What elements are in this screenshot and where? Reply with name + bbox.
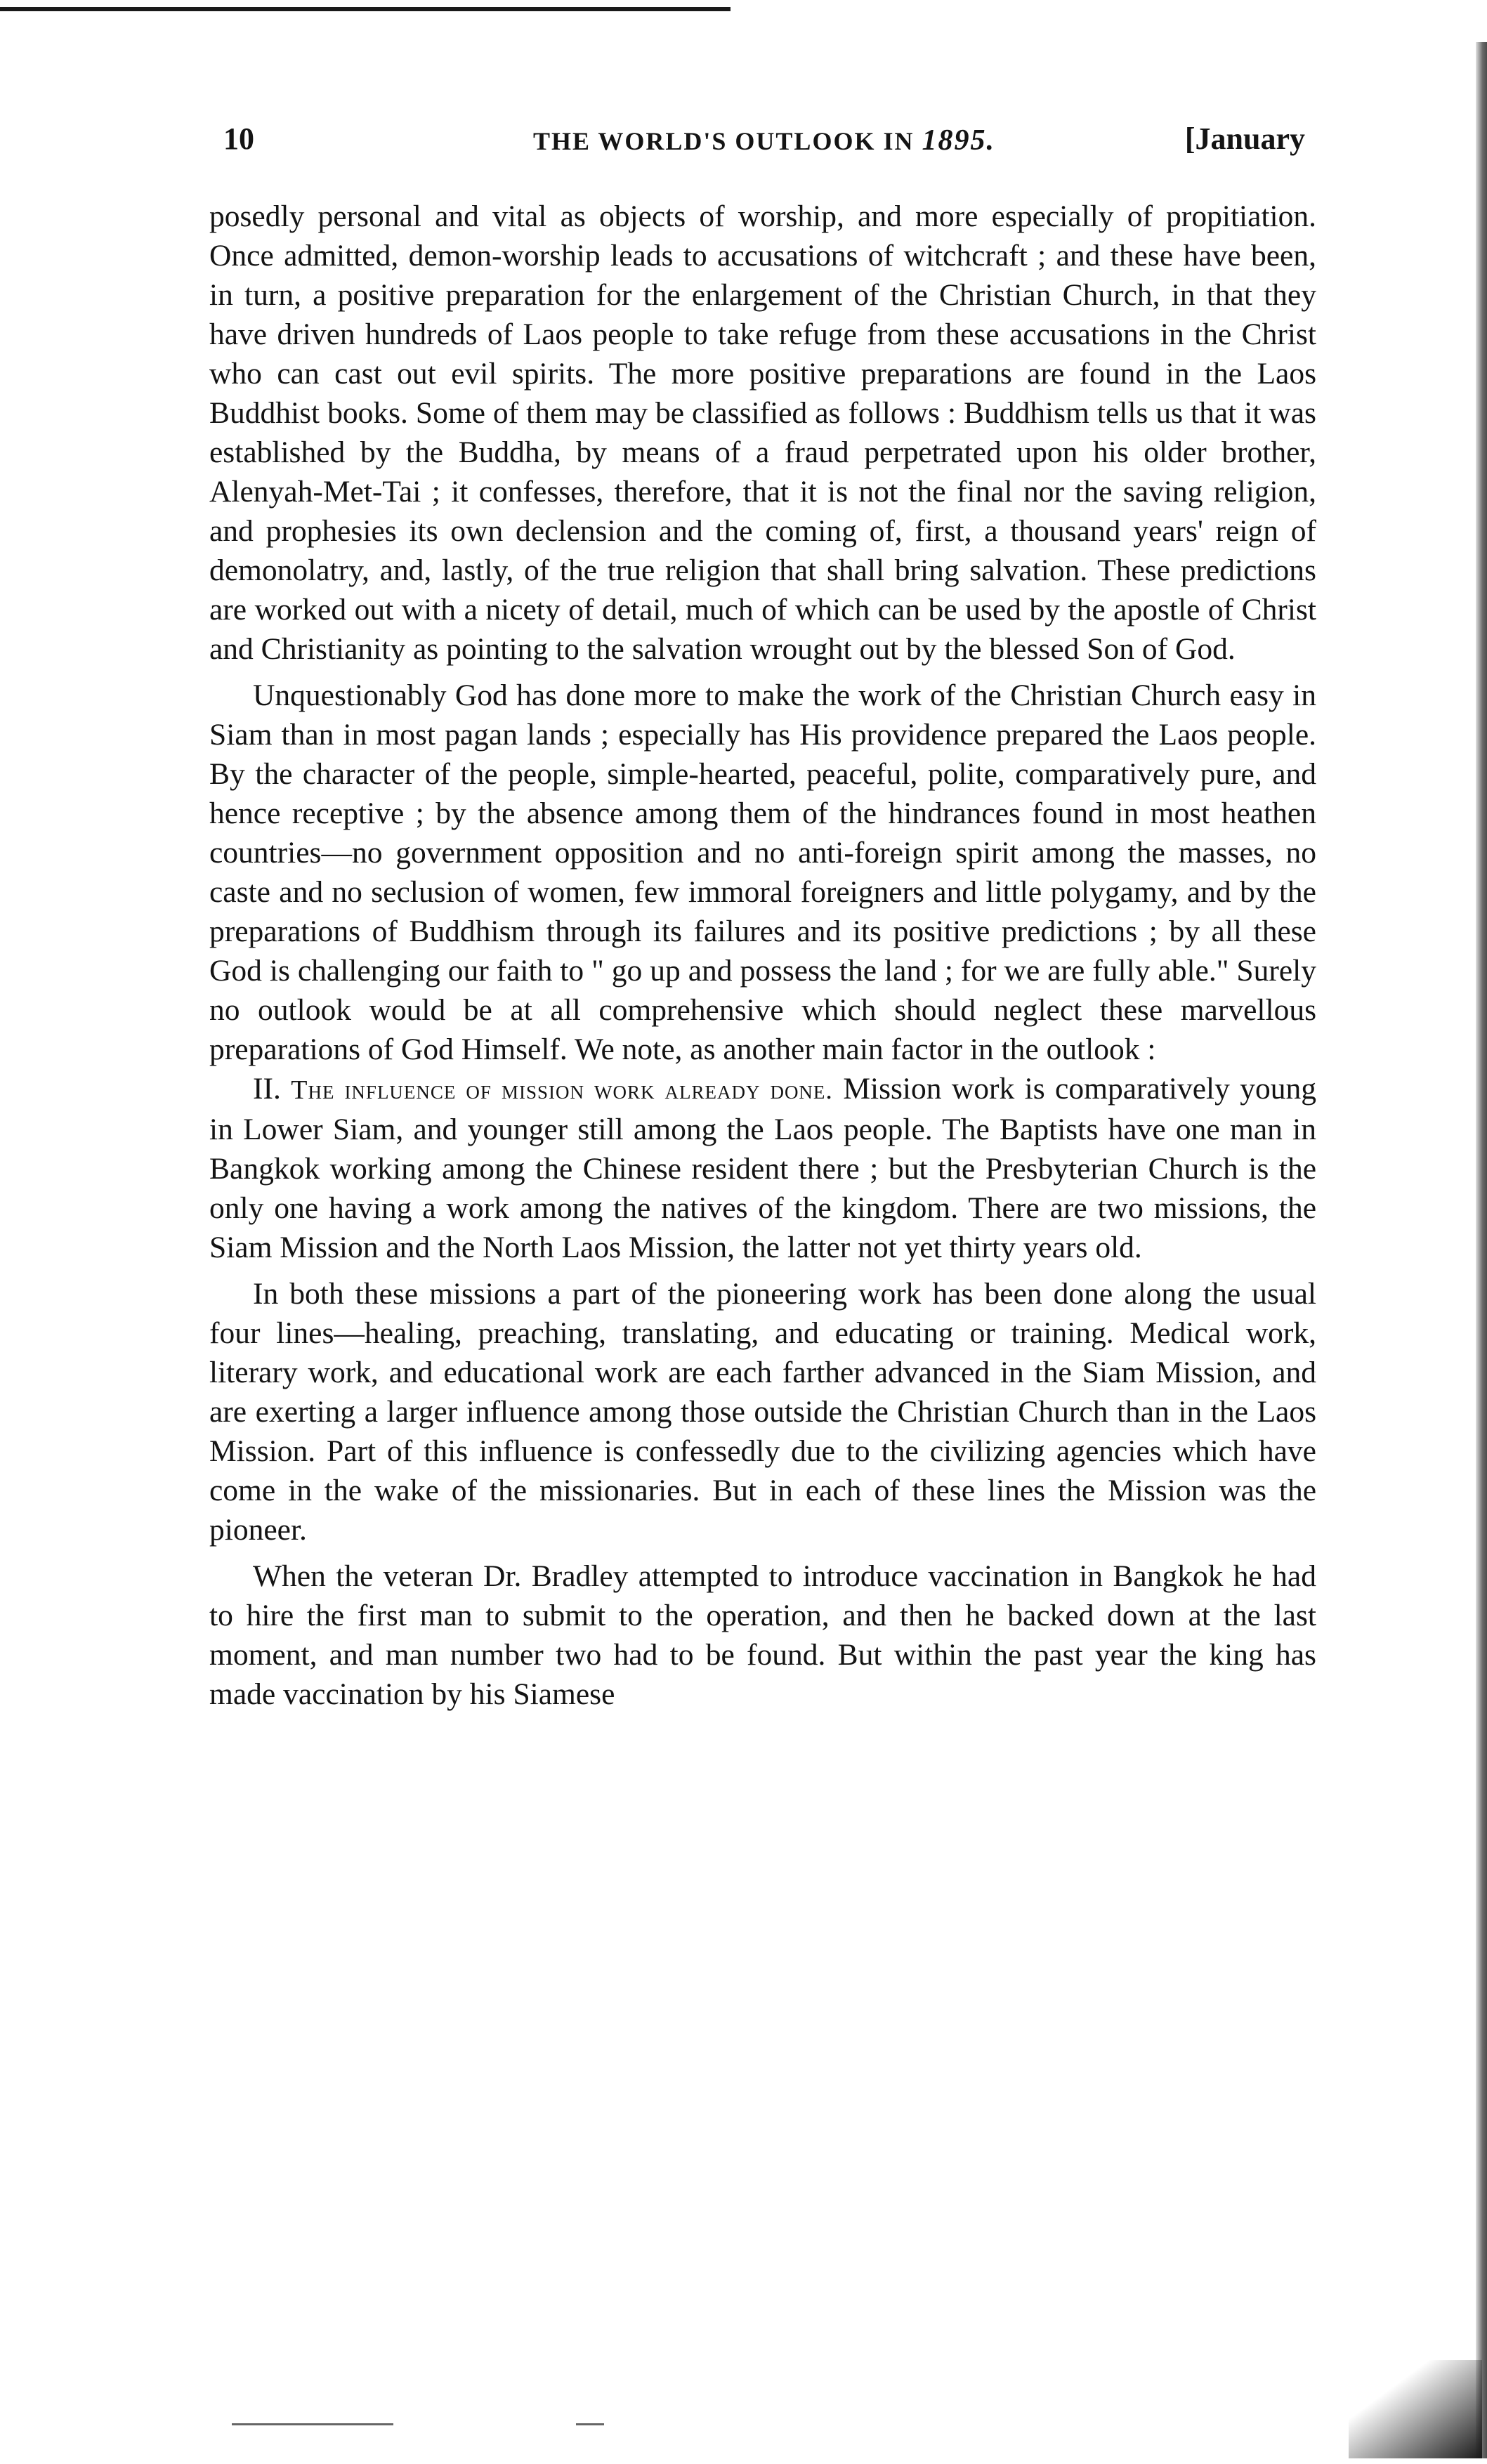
paragraph-2: Unquestionably God has done more to make the work of the Christian Church easy in Siam than in most pagan lands ; especially has His providence prepared the Laos people. By the character of the people, simple-hearted, peaceful, polite, comparatively pure, and hence receptive ; by the absence among them of the hindrances found in most heathen countries—no government opposition and no anti-foreign spirit among the masses, no caste and no seclusion of women, few immoral foreigners and little polygamy, and by the preparations of Buddhism through its failures and its positive predictions ; by all these God is challenging our faith to " go up and possess the land ; for we are fully able." Surely no outlook would be at all comprehensive which should neglect these marvellous preparations of God Himself. We note, as another main factor in the outlook : [209,679,1316,1066]
footer-smudge-left [232,2423,393,2425]
paragraph-4: In both these missions a part of the pioneering work has been done along the usual four lines—healing, preaching, translating, and educating or training. Medical work, literary work, and educational work are each farther advanced in the Siam Mission, and are exerting a larger influence among those outside the Christian Church than in the Laos Mission. Part of this influence is confessedly due to the civilizing agencies which have come in the wake of the missionaries. But in each of these lines the Mission was the pioneer. [209,1277,1316,1547]
paragraph-3 [209,1069,1316,1267]
footer-smudge-center [576,2423,604,2425]
page-number: 10 [223,122,254,156]
page-header [223,121,1305,163]
paragraph-5: When the veteran Dr. Bradley attempted to introduce vaccination in Bangkok he had to hire the first man to submit to the operation, and then he backed down at the last moment, and man number two had to be found. But within the past year the king has made vaccination by his Siamese [209,1559,1316,1711]
section-number: II. [253,1072,281,1106]
running-title-year: 1895. [922,124,995,157]
running-title [223,124,1305,157]
top-rule [0,7,731,11]
corner-shadow [1349,2360,1482,2458]
paragraph-3-text: Mission work is comparatively young in Lower Siam, and younger still among the Laos people. The Baptists have one man in Bangkok working among the Chinese resident there ; but the Presbyterian Church is the only one having a work among the natives of the kingdom. There are two missions, the Siam Mission and the North Laos Mission, the latter not yet thirty years old. [209,1072,1316,1264]
running-month: [January [1184,122,1305,156]
body-text [209,197,1316,1714]
paragraph-1: posedly personal and vital as objects of worship, and more especially of propitiation. Once admitted, demon-worship leads to accusations of witchcraft ; and these have been, in turn, a positive preparation for the enlargement of the Christian Church, in that they have driven hundreds of Laos people to take refuge from these accusations in the Christ who can cast out evil spirits. The more positive preparations are found in the Laos Buddhist books. Some of them may be classified as follows : Buddhism tells us that it was established by the Buddha, by means of a fraud perpetrated upon his older brother, Alenyah-Met-Tai ; it confesses, therefore, that it is not the final nor the saving religion, and prophesies its own declension and the coming of, first, a thousand years' reign of demonolatry, and, lastly, of the true religion that shall bring salvation. These predictions are worked out with a nicety of detail, much of which can be used by the apostle of Christ and Christianity as pointing to the salvation wrought out by the blessed Son of God. [209,199,1316,666]
running-title-text: THE WORLD'S OUTLOOK IN [533,127,915,155]
page-edge-shadow [1476,42,1487,2458]
section-heading: The influence of mission work already done. [291,1075,833,1105]
